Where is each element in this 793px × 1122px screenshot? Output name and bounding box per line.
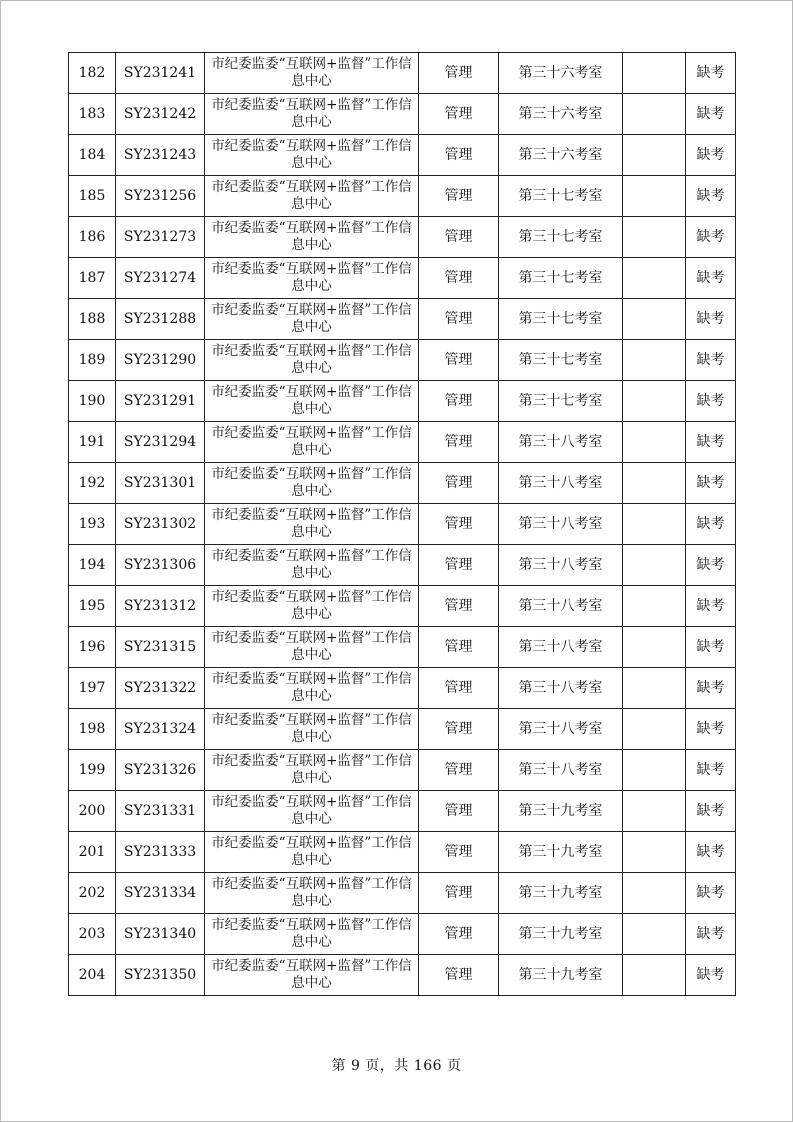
cell-candidate-id: SY231243 [116, 135, 205, 176]
cell-status: 缺考 [686, 340, 736, 381]
cell-seq-no: 189 [69, 340, 116, 381]
cell-candidate-id: SY231273 [116, 217, 205, 258]
cell-status: 缺考 [686, 258, 736, 299]
cell-seq-no: 201 [69, 832, 116, 873]
cell-seq-no: 194 [69, 545, 116, 586]
table-row [69, 750, 736, 791]
cell-position: 管理 [419, 586, 499, 627]
cell-seq-no: 184 [69, 135, 116, 176]
cell-score [623, 914, 686, 955]
table-row [69, 340, 736, 381]
cell-candidate-id: SY231333 [116, 832, 205, 873]
table-row [69, 53, 736, 94]
cell-seq-no: 192 [69, 463, 116, 504]
cell-status: 缺考 [686, 53, 736, 94]
cell-seq-no: 197 [69, 668, 116, 709]
cell-status: 缺考 [686, 955, 736, 996]
cell-status: 缺考 [686, 914, 736, 955]
cell-status: 缺考 [686, 463, 736, 504]
cell-employer-unit: 市纪委监委“互联网+监督”工作信息中心 [205, 53, 419, 94]
cell-candidate-id: SY231301 [116, 463, 205, 504]
cell-seq-no: 187 [69, 258, 116, 299]
cell-exam-room: 第三十七考室 [499, 217, 623, 258]
results-table [68, 52, 736, 996]
table-row [69, 463, 736, 504]
table-row [69, 135, 736, 176]
cell-seq-no: 195 [69, 586, 116, 627]
cell-exam-room: 第三十七考室 [499, 176, 623, 217]
cell-employer-unit: 市纪委监委“互联网+监督”工作信息中心 [205, 627, 419, 668]
cell-candidate-id: SY231242 [116, 94, 205, 135]
cell-exam-room: 第三十八考室 [499, 709, 623, 750]
cell-score [623, 176, 686, 217]
cell-score [623, 217, 686, 258]
cell-exam-room: 第三十八考室 [499, 422, 623, 463]
cell-employer-unit: 市纪委监委“互联网+监督”工作信息中心 [205, 217, 419, 258]
cell-position: 管理 [419, 422, 499, 463]
cell-exam-room: 第三十八考室 [499, 627, 623, 668]
cell-candidate-id: SY231322 [116, 668, 205, 709]
cell-seq-no: 185 [69, 176, 116, 217]
cell-exam-room: 第三十七考室 [499, 258, 623, 299]
cell-candidate-id: SY231334 [116, 873, 205, 914]
cell-score [623, 955, 686, 996]
cell-seq-no: 182 [69, 53, 116, 94]
cell-exam-room: 第三十七考室 [499, 381, 623, 422]
cell-candidate-id: SY231350 [116, 955, 205, 996]
cell-position: 管理 [419, 504, 499, 545]
cell-position: 管理 [419, 381, 499, 422]
table-row [69, 791, 736, 832]
cell-candidate-id: SY231331 [116, 791, 205, 832]
table-row [69, 217, 736, 258]
cell-employer-unit: 市纪委监委“互联网+监督”工作信息中心 [205, 832, 419, 873]
cell-score [623, 832, 686, 873]
cell-employer-unit: 市纪委监委“互联网+监督”工作信息中心 [205, 422, 419, 463]
cell-position: 管理 [419, 750, 499, 791]
cell-score [623, 258, 686, 299]
cell-exam-room: 第三十九考室 [499, 873, 623, 914]
cell-score [623, 340, 686, 381]
cell-exam-room: 第三十八考室 [499, 750, 623, 791]
cell-candidate-id: SY231291 [116, 381, 205, 422]
cell-exam-room: 第三十九考室 [499, 791, 623, 832]
cell-employer-unit: 市纪委监委“互联网+监督”工作信息中心 [205, 791, 419, 832]
cell-status: 缺考 [686, 668, 736, 709]
cell-exam-room: 第三十八考室 [499, 545, 623, 586]
cell-exam-room: 第三十八考室 [499, 504, 623, 545]
cell-employer-unit: 市纪委监委“互联网+监督”工作信息中心 [205, 709, 419, 750]
cell-position: 管理 [419, 135, 499, 176]
cell-position: 管理 [419, 94, 499, 135]
cell-status: 缺考 [686, 381, 736, 422]
cell-status: 缺考 [686, 791, 736, 832]
table-row [69, 586, 736, 627]
cell-employer-unit: 市纪委监委“互联网+监督”工作信息中心 [205, 914, 419, 955]
cell-employer-unit: 市纪委监委“互联网+监督”工作信息中心 [205, 94, 419, 135]
page-number-footer: 第 9 页，共 166 页 [331, 1058, 462, 1074]
cell-position: 管理 [419, 176, 499, 217]
cell-position: 管理 [419, 873, 499, 914]
cell-score [623, 422, 686, 463]
cell-employer-unit: 市纪委监委“互联网+监督”工作信息中心 [205, 340, 419, 381]
cell-employer-unit: 市纪委监委“互联网+监督”工作信息中心 [205, 955, 419, 996]
cell-position: 管理 [419, 299, 499, 340]
cell-score [623, 504, 686, 545]
cell-seq-no: 188 [69, 299, 116, 340]
cell-exam-room: 第三十六考室 [499, 53, 623, 94]
table-row [69, 94, 736, 135]
cell-status: 缺考 [686, 832, 736, 873]
cell-status: 缺考 [686, 504, 736, 545]
cell-seq-no: 193 [69, 504, 116, 545]
cell-seq-no: 190 [69, 381, 116, 422]
cell-status: 缺考 [686, 217, 736, 258]
cell-employer-unit: 市纪委监委“互联网+监督”工作信息中心 [205, 545, 419, 586]
cell-score [623, 53, 686, 94]
cell-status: 缺考 [686, 586, 736, 627]
cell-candidate-id: SY231256 [116, 176, 205, 217]
cell-status: 缺考 [686, 627, 736, 668]
cell-candidate-id: SY231312 [116, 586, 205, 627]
cell-seq-no: 183 [69, 94, 116, 135]
cell-exam-room: 第三十八考室 [499, 463, 623, 504]
cell-status: 缺考 [686, 545, 736, 586]
cell-score [623, 750, 686, 791]
cell-candidate-id: SY231340 [116, 914, 205, 955]
cell-position: 管理 [419, 832, 499, 873]
cell-employer-unit: 市纪委监委“互联网+监督”工作信息中心 [205, 463, 419, 504]
cell-exam-room: 第三十八考室 [499, 668, 623, 709]
table-row [69, 504, 736, 545]
cell-position: 管理 [419, 258, 499, 299]
cell-employer-unit: 市纪委监委“互联网+监督”工作信息中心 [205, 668, 419, 709]
cell-position: 管理 [419, 627, 499, 668]
cell-candidate-id: SY231324 [116, 709, 205, 750]
cell-seq-no: 198 [69, 709, 116, 750]
cell-score [623, 873, 686, 914]
cell-position: 管理 [419, 709, 499, 750]
cell-candidate-id: SY231290 [116, 340, 205, 381]
cell-status: 缺考 [686, 299, 736, 340]
cell-employer-unit: 市纪委监委“互联网+监督”工作信息中心 [205, 504, 419, 545]
cell-position: 管理 [419, 914, 499, 955]
cell-employer-unit: 市纪委监委“互联网+监督”工作信息中心 [205, 135, 419, 176]
cell-exam-room: 第三十七考室 [499, 340, 623, 381]
table-row [69, 627, 736, 668]
cell-seq-no: 200 [69, 791, 116, 832]
cell-exam-room: 第三十八考室 [499, 586, 623, 627]
cell-position: 管理 [419, 217, 499, 258]
cell-seq-no: 196 [69, 627, 116, 668]
cell-score [623, 545, 686, 586]
cell-exam-room: 第三十九考室 [499, 955, 623, 996]
table-row [69, 545, 736, 586]
cell-candidate-id: SY231288 [116, 299, 205, 340]
cell-exam-room: 第三十六考室 [499, 135, 623, 176]
cell-score [623, 627, 686, 668]
cell-candidate-id: SY231306 [116, 545, 205, 586]
table-row [69, 709, 736, 750]
cell-exam-room: 第三十七考室 [499, 299, 623, 340]
cell-seq-no: 202 [69, 873, 116, 914]
table-row [69, 873, 736, 914]
cell-exam-room: 第三十六考室 [499, 94, 623, 135]
cell-seq-no: 191 [69, 422, 116, 463]
cell-position: 管理 [419, 545, 499, 586]
cell-position: 管理 [419, 668, 499, 709]
table-row [69, 914, 736, 955]
cell-employer-unit: 市纪委监委“互联网+监督”工作信息中心 [205, 176, 419, 217]
cell-status: 缺考 [686, 873, 736, 914]
cell-status: 缺考 [686, 709, 736, 750]
cell-position: 管理 [419, 340, 499, 381]
cell-seq-no: 203 [69, 914, 116, 955]
cell-candidate-id: SY231274 [116, 258, 205, 299]
cell-score [623, 135, 686, 176]
table-body [69, 53, 736, 996]
cell-employer-unit: 市纪委监委“互联网+监督”工作信息中心 [205, 873, 419, 914]
table-row [69, 668, 736, 709]
table-row [69, 258, 736, 299]
cell-candidate-id: SY231294 [116, 422, 205, 463]
cell-score [623, 586, 686, 627]
table-row [69, 381, 736, 422]
cell-status: 缺考 [686, 176, 736, 217]
cell-status: 缺考 [686, 422, 736, 463]
table-row [69, 422, 736, 463]
cell-employer-unit: 市纪委监委“互联网+监督”工作信息中心 [205, 381, 419, 422]
cell-position: 管理 [419, 791, 499, 832]
cell-position: 管理 [419, 463, 499, 504]
cell-score [623, 381, 686, 422]
cell-exam-room: 第三十九考室 [499, 832, 623, 873]
cell-score [623, 463, 686, 504]
table-row [69, 832, 736, 873]
cell-status: 缺考 [686, 750, 736, 791]
table-row [69, 176, 736, 217]
cell-position: 管理 [419, 53, 499, 94]
cell-employer-unit: 市纪委监委“互联网+监督”工作信息中心 [205, 258, 419, 299]
cell-status: 缺考 [686, 94, 736, 135]
cell-seq-no: 186 [69, 217, 116, 258]
cell-candidate-id: SY231315 [116, 627, 205, 668]
cell-candidate-id: SY231326 [116, 750, 205, 791]
cell-candidate-id: SY231241 [116, 53, 205, 94]
cell-seq-no: 204 [69, 955, 116, 996]
table-row [69, 299, 736, 340]
cell-exam-room: 第三十九考室 [499, 914, 623, 955]
cell-seq-no: 199 [69, 750, 116, 791]
cell-status: 缺考 [686, 135, 736, 176]
cell-score [623, 791, 686, 832]
cell-employer-unit: 市纪委监委“互联网+监督”工作信息中心 [205, 299, 419, 340]
cell-score [623, 668, 686, 709]
table-row [69, 955, 736, 996]
cell-score [623, 709, 686, 750]
cell-position: 管理 [419, 955, 499, 996]
cell-score [623, 94, 686, 135]
cell-employer-unit: 市纪委监委“互联网+监督”工作信息中心 [205, 750, 419, 791]
cell-candidate-id: SY231302 [116, 504, 205, 545]
cell-employer-unit: 市纪委监委“互联网+监督”工作信息中心 [205, 586, 419, 627]
cell-score [623, 299, 686, 340]
